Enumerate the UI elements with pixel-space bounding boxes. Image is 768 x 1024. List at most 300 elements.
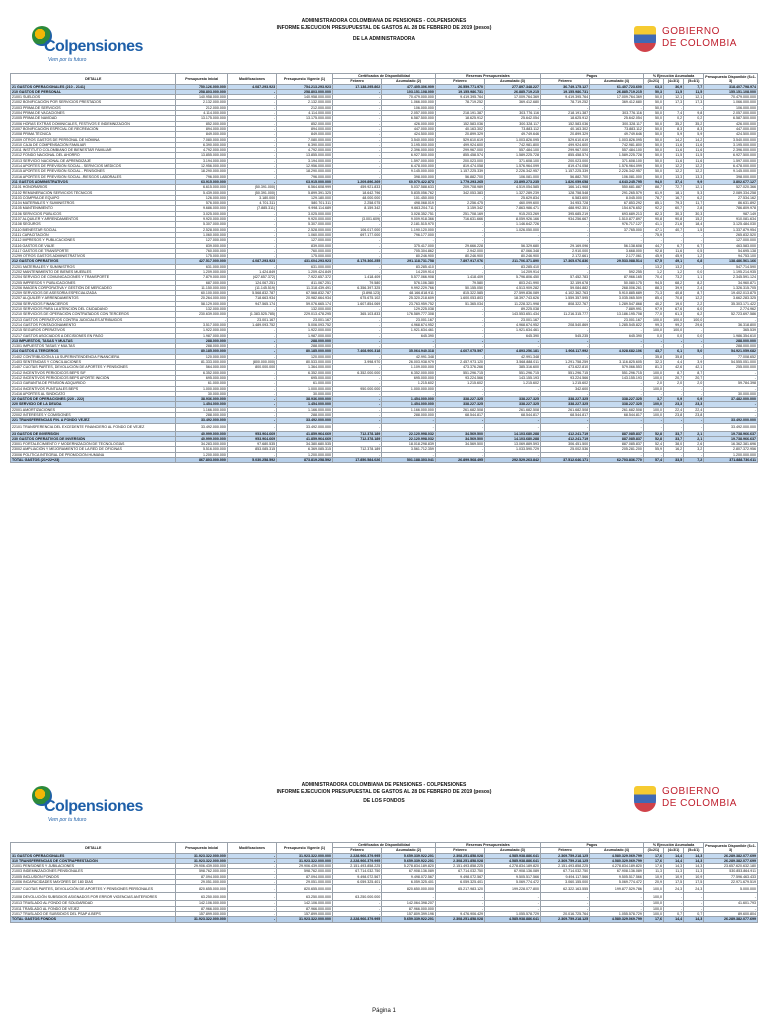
cell-value: 11,5 xyxy=(684,89,704,94)
cell-value: 820.655.000.000 xyxy=(176,885,227,893)
cell-value: 4.585.938.886.641 xyxy=(485,853,541,858)
cell-value: 175.000.000 xyxy=(176,254,227,259)
cell-value: 2.942.000 xyxy=(435,248,484,253)
cell-value: 0,2 xyxy=(684,116,704,121)
cell-detalle: 21005 PRIMA DE NAVIDAD xyxy=(11,116,176,121)
cell-value: 550.681.887 xyxy=(590,185,644,190)
cell-value: 395.685.219 xyxy=(540,211,589,216)
cell-value: 11,6 xyxy=(663,148,683,153)
cell-value: 712.378.189 xyxy=(333,436,382,441)
cell-value: 4.968.674.952 xyxy=(382,322,436,327)
cell-value: 67.908.136.089 xyxy=(485,869,541,874)
cell-value: - xyxy=(227,243,276,248)
cell-value: 23,8 xyxy=(684,413,704,418)
cell-value: 1.060.000.000 xyxy=(277,232,333,237)
cell-value: 55,9 xyxy=(643,447,663,452)
cell-value: 22.120.998.032 xyxy=(382,431,436,436)
col-inicial: Presupuesto Inicial xyxy=(176,74,227,85)
cell-value: 1.779.293.265 xyxy=(435,179,484,184)
cell-value: 18.625.912 xyxy=(435,116,484,121)
cell-value: - xyxy=(333,365,382,370)
cell-value: 299.967.000 xyxy=(435,148,484,153)
cell-value: - xyxy=(663,344,683,349)
cell-value: - xyxy=(227,142,276,147)
cell-value: 52.723.697.586 xyxy=(704,312,758,317)
cell-value: 300.328.117 xyxy=(590,121,644,126)
table-row xyxy=(11,423,758,431)
cell-value: 8,2 xyxy=(684,280,704,285)
cell-value: - xyxy=(590,232,644,237)
cell-value: 50,0 xyxy=(643,121,663,126)
cell-value: - xyxy=(435,354,484,359)
cell-value: 1.921.634.461 xyxy=(382,328,436,333)
cell-value: 50,0 xyxy=(643,100,663,105)
cell-value: 338.227.325 xyxy=(435,397,484,402)
budget-table-admin xyxy=(10,73,758,463)
cell-value: 839.000.000 xyxy=(176,243,227,248)
cell-value: - xyxy=(227,402,276,407)
cell-value: 6,2 xyxy=(684,312,704,317)
cell-value: 59.084.882 xyxy=(540,285,589,290)
cell-value: - xyxy=(227,254,276,259)
col-pct-3: (5=4/1) xyxy=(684,848,704,853)
cell-detalle: 21107 ALQUILER Y ARRENDAMIENTOS xyxy=(11,217,176,222)
cell-value: - xyxy=(227,407,276,412)
cell-value: - xyxy=(485,901,541,906)
cell-value: 808.322.767 xyxy=(540,301,589,306)
cell-value: - xyxy=(227,413,276,418)
cell-value: 4.585.938.886.641 xyxy=(485,858,541,863)
cell-value: 35,2 xyxy=(684,121,704,126)
colombia-shield-icon xyxy=(634,26,656,52)
cell-value: (3.898.123) xyxy=(333,291,382,296)
cell-value: 498.068.019 xyxy=(382,201,436,206)
cell-value: - xyxy=(663,338,683,343)
cell-value: 4.893.256.181 xyxy=(485,349,541,354)
cell-value: 9.992.229.766 xyxy=(382,285,436,290)
cell-value: 51.365.034 xyxy=(435,301,484,306)
cell-value: 23,8 xyxy=(663,413,683,418)
cell-value: 5.037.588.633 xyxy=(382,185,436,190)
cell-value: 50,0 xyxy=(643,142,663,147)
cell-value: - xyxy=(663,906,683,911)
cell-value: 4.580.329.069.799 xyxy=(590,853,644,858)
cell-value: 742.981.800 xyxy=(590,142,644,147)
cell-value: 6,7 xyxy=(684,243,704,248)
cell-value: 3.116.825.605 xyxy=(590,360,644,365)
cell-value: 67.714.032.750 xyxy=(435,869,484,874)
cell-value: - xyxy=(704,407,758,412)
cell-value: 2,8 xyxy=(684,206,704,211)
cell-value: 1.209.424.849 xyxy=(277,269,333,274)
cell-value: - xyxy=(704,413,758,418)
cell-value: 675.675.102 xyxy=(333,296,382,301)
cell-value: - xyxy=(227,95,276,100)
cell-value: 849.000.000 xyxy=(176,132,227,137)
cell-value: 852.000.000 xyxy=(277,121,333,126)
cell-value: 3.540.000.000 xyxy=(704,137,758,142)
cell-value: - xyxy=(333,344,382,349)
cell-value: 1.597.000.000 xyxy=(382,158,436,163)
cell-value: - xyxy=(333,333,382,338)
cell-value: 90,8 xyxy=(663,217,683,222)
cell-value: 54.695.138 xyxy=(704,248,758,253)
cell-detalle: 23006 POLÍTICA INTEGRAL DE PROMOCIÓN HUMANA xyxy=(11,452,176,457)
cell-value: 447.000.000 xyxy=(382,126,436,131)
cell-value: 40,2 xyxy=(643,301,663,306)
cell-value: 9.419.395.764 xyxy=(540,95,589,100)
cell-value: 2.369.759.218.125 xyxy=(540,917,589,922)
cell-value: 70,4 xyxy=(643,275,663,280)
col-pagos: Pagos xyxy=(540,843,643,848)
cell-value: 17,5 xyxy=(684,880,704,885)
cell-value: 33,7 xyxy=(663,431,683,436)
col-cert-feb: Febrero xyxy=(333,848,382,853)
cell-value: 976.717.127 xyxy=(590,222,644,227)
cell-value: 77,0 xyxy=(643,312,663,317)
cell-value: 12,1 xyxy=(663,95,683,100)
cell-value: - xyxy=(227,232,276,237)
cell-value: - xyxy=(663,452,683,457)
cell-value: - xyxy=(382,418,436,423)
cell-value: 365.103.833 xyxy=(333,312,382,317)
cell-value: 54.555.051.000 xyxy=(704,360,758,365)
cell-value: 288.000.000 xyxy=(176,344,227,349)
cell-value: 12,2 xyxy=(663,169,683,174)
cell-value: 288.000.000 xyxy=(277,338,333,343)
cell-value: - xyxy=(540,317,589,322)
cell-value: 527.020.366 xyxy=(704,185,758,190)
col-disp: Presupuesto Disponible (6=1-3) xyxy=(705,74,756,83)
cell-value: - xyxy=(333,322,382,327)
cell-value: 42,1 xyxy=(684,365,704,370)
report-title: INFORME EJECUCION PRESUPUESTAL DE GASTOS AL 28 DE FEBRERO DE 2019 (pesos) xyxy=(276,789,492,795)
cell-value: - xyxy=(227,349,276,354)
cell-detalle: 221 TRANSFERENCIAS FIN. A FONDO VEJEZ xyxy=(11,418,176,423)
cell-value: - xyxy=(540,222,589,227)
cell-value: - xyxy=(435,447,484,452)
cell-value: - xyxy=(333,375,382,380)
cell-value: 1.597.000.000 xyxy=(704,158,758,163)
cell-value: 18.642.796 xyxy=(333,190,382,195)
cell-value: (11.145.519) xyxy=(227,285,276,290)
cell-value: 530.853.864.911 xyxy=(704,869,758,874)
cell-value: 92,8 xyxy=(643,248,663,253)
cell-detalle: 21301 IMPUESTOS TASAS Y MULTAS xyxy=(11,344,176,349)
cell-value: 3.662.283.325 xyxy=(704,296,758,301)
cell-value: 157.899.000.000 xyxy=(176,911,227,916)
cell-value: 6.390.000.000 xyxy=(277,142,333,147)
cell-detalle: 21 GASTOS OPERACIONALES (210 - 2141) xyxy=(11,84,176,89)
cell-value: - xyxy=(485,893,541,901)
cell-value: - xyxy=(227,100,276,105)
cell-value: 82,3 xyxy=(643,211,663,216)
cell-value: 33,5 xyxy=(663,458,683,463)
cell-detalle: 22101 TRANSFERENCIA DEL EXCEDENTE FINANCIERO AL FONDO DE VEJEZ xyxy=(11,423,176,431)
cell-value: 50.155.050 xyxy=(435,285,484,290)
cell-value: 7.863.986.471 xyxy=(485,206,541,211)
cell-value: 40.999.000.000 xyxy=(176,436,227,441)
cell-value: 839.000.000 xyxy=(277,243,333,248)
cell-value: 2.369.759.218.125 xyxy=(540,853,589,858)
cell-value: 288.000.000 xyxy=(704,338,758,343)
cell-value: 11,6 xyxy=(684,158,704,163)
cell-value: - xyxy=(485,418,541,423)
cell-value: - xyxy=(540,906,589,911)
cell-value: 14,4 xyxy=(663,853,683,858)
cell-value: 128.758.548 xyxy=(540,190,589,195)
colpensiones-logo xyxy=(14,22,143,68)
cell-detalle: 22002 INTERESES Y COMISIONES xyxy=(11,413,176,418)
cell-value: 126.000.000 xyxy=(176,195,227,200)
cell-value: - xyxy=(333,442,382,447)
cell-value: - xyxy=(485,338,541,343)
cell-detalle: 21010 CAJA DE COMPENSACIÓN FAMILIAR xyxy=(11,142,176,147)
cell-value: - xyxy=(684,391,704,396)
cell-value: - xyxy=(333,906,382,911)
cell-value: 1.215.602 xyxy=(485,381,541,386)
cell-value: - xyxy=(485,232,541,237)
cell-value: - xyxy=(227,227,276,232)
cell-value: 488.992.351 xyxy=(540,206,589,211)
cell-value: 2.228.966.379.995 xyxy=(333,858,382,863)
cell-value: - xyxy=(540,893,589,901)
cell-value: 24,3 xyxy=(684,885,704,893)
cell-value: 11,3 xyxy=(684,869,704,874)
cell-value: - xyxy=(333,413,382,418)
cell-value: 3,9 xyxy=(684,360,704,365)
cell-value: 6.369.085.315 xyxy=(277,447,333,452)
cell-detalle: 21116 GASTOS DE VIAJE xyxy=(11,243,176,248)
cell-value: 67.853.292 xyxy=(590,201,644,206)
cell-value: 62.703.836.770 xyxy=(590,458,644,463)
cell-value: 1.157.225.339 xyxy=(435,169,484,174)
cell-value: 288.000.000 xyxy=(277,344,333,349)
cell-value: 447.000.000 xyxy=(704,126,758,131)
cell-value: - xyxy=(435,423,484,431)
cell-value: 32.159.678 xyxy=(540,280,589,285)
cell-value: 22,4 xyxy=(684,407,704,412)
cell-value: 12.956.000.000 xyxy=(176,164,227,169)
cell-value: 894.000.000 xyxy=(176,126,227,131)
cell-value: 6.352.000.000 xyxy=(333,370,382,375)
cell-detalle: 21413 GARANTÍA DE PENSIÓN ADQUIRIDO xyxy=(11,381,176,386)
cell-value: 545.235 xyxy=(540,333,589,338)
cell-value: 1.576.964.099 xyxy=(590,164,644,169)
cell-value: 106.081.000 xyxy=(590,174,644,179)
cell-value: 143.155.193 xyxy=(485,375,541,380)
cell-value: - xyxy=(382,338,436,343)
cell-value: 1.003.826.095 xyxy=(485,137,541,142)
cell-detalle: 21407 CUOTAS PARTES, DEVOLUCIÓN DE APORTES Y PENSIONES xyxy=(11,365,176,370)
cell-value: - xyxy=(333,158,382,163)
cell-value: 11.216.315.777 xyxy=(540,312,589,317)
cell-value: 855.458.574 xyxy=(435,153,484,158)
cell-value: 288.000.000 xyxy=(176,338,227,343)
cell-value: 9.505.517.566 xyxy=(485,874,541,879)
cell-value: 2,0 xyxy=(643,381,663,386)
cell-value: 81,3 xyxy=(643,365,663,370)
cell-value: 7.080.000.000 xyxy=(176,137,227,142)
col-vigente: Presupuesto Vigente (1) xyxy=(277,843,333,854)
cell-value: - xyxy=(435,317,484,322)
cell-detalle: 21206 IMAGEN CORPORATIVA Y GESTIÓN DE MERCADEO xyxy=(11,285,176,290)
cell-value: - xyxy=(333,397,382,402)
cell-value: 200.023.000 xyxy=(435,158,484,163)
cell-value: 12,1 xyxy=(684,185,704,190)
cell-value: 1.026.050.000 xyxy=(485,227,541,232)
cell-value: 142.106.000.000 xyxy=(277,901,333,906)
cell-value: 49.749.646 xyxy=(485,132,541,137)
cell-value: 1.190.120.000 xyxy=(382,227,436,232)
cell-value: 14,3 xyxy=(684,917,704,922)
cell-value: - xyxy=(540,452,589,457)
cell-value: - xyxy=(333,452,382,457)
cell-value: - xyxy=(227,264,276,269)
cell-value: 4.087.293.923 xyxy=(227,84,276,89)
cell-value: 138.486.561.166 xyxy=(704,259,758,264)
total-row xyxy=(11,917,758,922)
cell-value: - xyxy=(684,344,704,349)
cell-value: - xyxy=(485,452,541,457)
cell-value: - xyxy=(590,354,644,359)
cell-value: - xyxy=(590,338,644,343)
col-detalle: DETALLE xyxy=(11,74,176,85)
cell-value: 0,7 xyxy=(663,911,683,916)
cell-value: 1.003.826.095 xyxy=(590,137,644,142)
cell-value: - xyxy=(704,375,758,380)
cell-value: 412.241.719 xyxy=(540,436,589,441)
cell-value: 25.629.834 xyxy=(485,195,541,200)
cell-value: - xyxy=(333,174,382,179)
cell-value: 30.000.000 xyxy=(277,391,333,396)
cell-value: 3.195.000.000 xyxy=(382,142,436,147)
cell-value: 576.106.380 xyxy=(382,280,436,285)
cell-value: 551.296.715 xyxy=(590,370,644,375)
cell-value: - xyxy=(435,386,484,391)
cell-value: - xyxy=(663,901,683,906)
cell-value: 5.307.000.000 xyxy=(277,222,333,227)
cell-value: 1.055.578.729 xyxy=(485,911,541,916)
cell-value: 9,9 xyxy=(684,179,704,184)
cell-value: 6.352.000.000 xyxy=(176,370,227,375)
cell-value: 5.659.339.922.201 xyxy=(382,858,436,863)
cell-value: 5.278.834.189.820 xyxy=(382,864,436,869)
cell-value: 79,3 xyxy=(663,201,683,206)
cell-value: 11,6 xyxy=(663,142,683,147)
cell-value: 13.175.000.000 xyxy=(176,116,227,121)
cell-value: 26.559.771.970 xyxy=(435,84,484,89)
cell-value: 29.051.000.000 xyxy=(277,880,333,885)
cell-value: 13,3 xyxy=(663,174,683,179)
cell-value: 33.492.000.000 xyxy=(277,418,333,423)
cell-value: 19.155.986.731 xyxy=(540,89,589,94)
cell-value: - xyxy=(227,344,276,349)
cell-value: - xyxy=(684,354,704,359)
cell-value: - xyxy=(333,354,382,359)
cell-value: - xyxy=(333,137,382,142)
cell-value: 18.625.912 xyxy=(540,116,589,121)
cell-value: 4,4 xyxy=(663,360,683,365)
cell-value: - xyxy=(435,452,484,457)
cell-value: 25.320.218.609 xyxy=(382,296,436,301)
cell-value: 0,0 xyxy=(684,269,704,274)
cell-value: - xyxy=(227,397,276,402)
cell-value: - xyxy=(333,885,382,893)
cell-value: - xyxy=(227,333,276,338)
cell-detalle: 21007 BONIFICACIÓN ESPECIAL DE RECREACIÓN xyxy=(11,126,176,131)
cell-value: 18,1 xyxy=(663,190,683,195)
cell-value: 1.424.849 xyxy=(227,269,276,274)
cell-value: 176.589.777.308 xyxy=(382,312,436,317)
cell-value: - xyxy=(333,148,382,153)
cell-value: - xyxy=(590,386,644,391)
cell-value: 459.921.833 xyxy=(333,185,382,190)
cell-value: 157.809.399.196 xyxy=(382,911,436,916)
cell-value: - xyxy=(590,423,644,431)
cell-value: - xyxy=(227,858,276,863)
cell-value: 13,3 xyxy=(684,174,704,179)
cell-value: 14,4 xyxy=(663,917,683,922)
cell-value: 0,5 xyxy=(684,248,704,253)
cell-value: 645.390 xyxy=(590,333,644,338)
cell-value: 78.719.252 xyxy=(435,100,484,105)
cell-value: 100,0 xyxy=(643,906,663,911)
cell-detalle: 21412 INCENTIVOS PERIODICOS BEPS SIF xyxy=(11,370,176,375)
cell-value: - xyxy=(435,227,484,232)
cell-value: 867.803.000.000 xyxy=(176,458,227,463)
col-res-acum: Acumulado (3) xyxy=(485,79,541,84)
cell-value: - xyxy=(540,354,589,359)
cell-value: 300.328.117 xyxy=(485,121,541,126)
cell-value: - xyxy=(227,89,276,94)
cell-value: 13.855.000.000 xyxy=(176,153,227,158)
cell-value: - xyxy=(333,211,382,216)
cell-value: - xyxy=(435,232,484,237)
cell-value: 100,0 xyxy=(684,317,704,322)
cell-value: 17,6 xyxy=(643,917,663,922)
cell-value: 9.663.204.711 xyxy=(382,206,436,211)
cell-value: - xyxy=(227,423,276,431)
cell-value: - xyxy=(227,116,276,121)
cell-value: - xyxy=(435,418,484,423)
cell-value: - xyxy=(643,418,663,423)
cell-value: 695.000.000 xyxy=(277,375,333,380)
cell-value: 16,7 xyxy=(663,195,683,200)
cell-value: - xyxy=(540,344,589,349)
cell-value: 338.227.325 xyxy=(435,402,484,407)
cell-value: 1.589.225.728 xyxy=(590,153,644,158)
cell-value: 61,3 xyxy=(663,312,683,317)
cell-value: 6.390.000.000 xyxy=(176,142,227,147)
cell-value: 42,6 xyxy=(663,365,683,370)
cell-value: 11,5 xyxy=(684,153,704,158)
cell-detalle: 21003 PRIMA DE SERVICIOS xyxy=(11,105,176,110)
cell-value: 1.000.000.000 xyxy=(277,386,333,391)
cell-detalle: 23 GASTOS DE INVERSIÓN xyxy=(11,431,176,436)
cell-value: 11.150.000.000 xyxy=(176,285,227,290)
cell-value: 19.155.986.731 xyxy=(435,89,484,94)
cell-value: 3.998.970 xyxy=(333,360,382,365)
cell-value: - xyxy=(333,126,382,131)
cell-value: - xyxy=(590,105,644,110)
cell-value: 12,2 xyxy=(684,164,704,169)
cell-value: - xyxy=(684,893,704,901)
cell-detalle: 21009 OTROS GASTOS DE PERSONAL DE NÓMINA xyxy=(11,137,176,142)
cell-value: - xyxy=(684,338,704,343)
cell-value: 40.163.302 xyxy=(540,126,589,131)
cell-value: 4.701.311 xyxy=(227,201,276,206)
